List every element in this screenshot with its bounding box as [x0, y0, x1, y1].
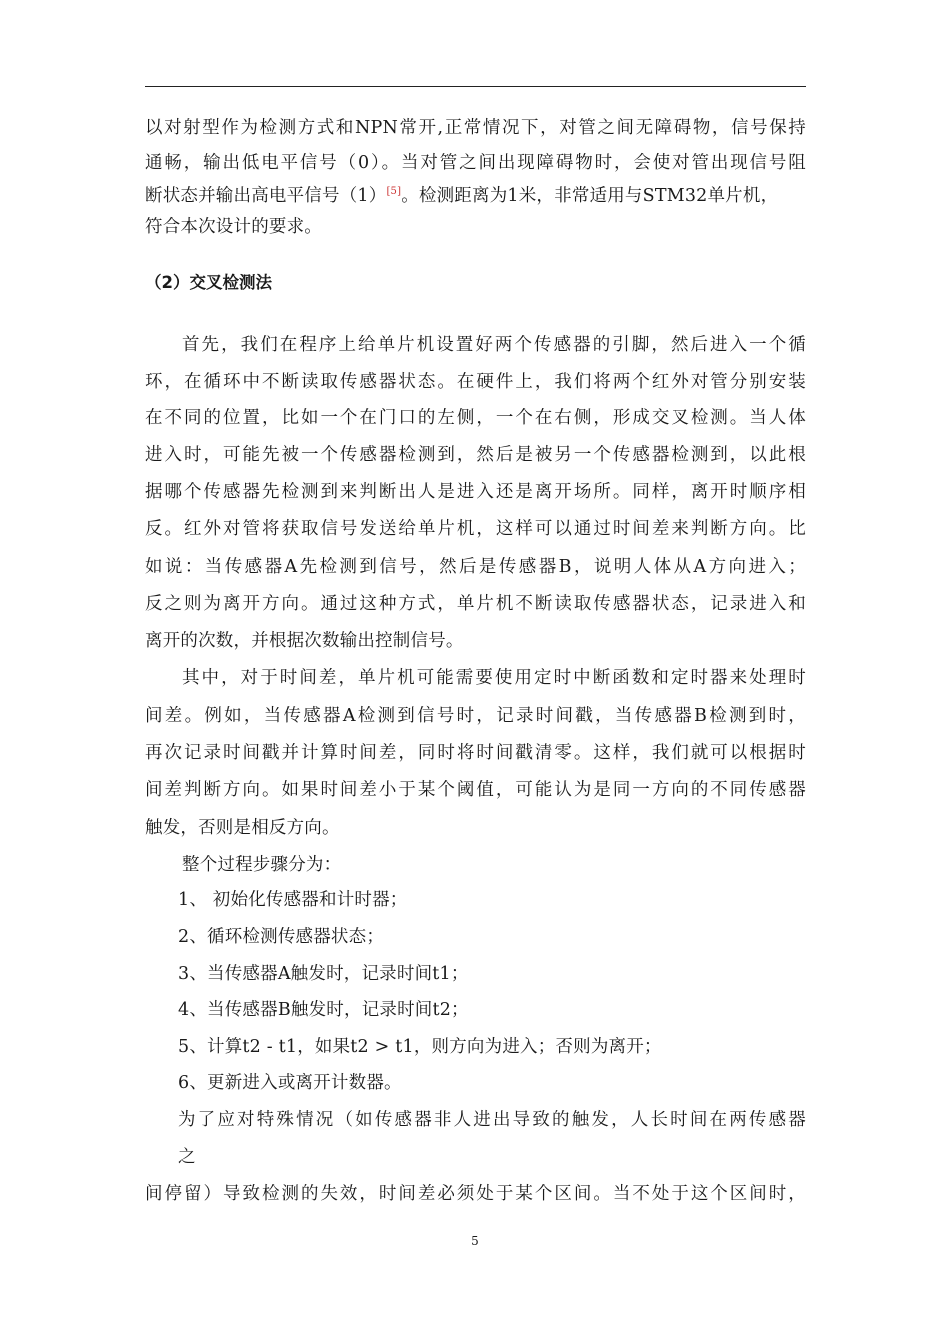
header-rule — [145, 86, 806, 87]
paragraph-line: 如说：当传感器A先检测到信号，然后是传感器B，说明人体从A方向进入； — [145, 557, 806, 577]
paragraph-line: 间差。例如，当传感器A检测到信号时，记录时间戳，当传感器B检测到时， — [145, 706, 806, 726]
paragraph-line: 其中，对于时间差，单片机可能需要使用定时中断函数和定时器来处理时 — [182, 668, 806, 688]
list-item: 3、当传感器A触发时，记录时间t1； — [178, 964, 469, 984]
paragraph-line: 间差判断方向。如果时间差小于某个阈值，可能认为是同一方向的不同传感器 — [145, 780, 806, 800]
paragraph-line: 之 — [178, 1147, 196, 1167]
page-number: 5 — [471, 1234, 479, 1248]
list-item: 2、循环检测传感器状态； — [178, 927, 385, 947]
paragraph-line: 反之则为离开方向。通过这种方式，单片机不断读取传感器状态，记录进入和 — [145, 594, 806, 614]
paragraph-line: 据哪个传感器先检测到来判断出人是进入还是离开场所。同样，离开时顺序相 — [145, 482, 806, 502]
paragraph-line — [145, 184, 778, 208]
list-item: 5、计算t2 - t1，如果t2 > t1，则方向为进入；否则为离开； — [178, 1037, 662, 1057]
list-item: 4、当传感器B触发时，记录时间t2； — [178, 1000, 469, 1020]
paragraph-line: 进入时，可能先被一个传感器检测到，然后是被另一个传感器检测到，以此根 — [145, 445, 806, 465]
text-segment: 断状态并输出高电平信号（1） — [145, 186, 387, 206]
paragraph-line: 再次记录时间戳并计算时间差，同时将时间戳清零。这样，我们就可以根据时 — [145, 743, 806, 763]
steps-intro: 整个过程步骤分为： — [182, 855, 342, 875]
paragraph-line: 反。红外对管将获取信号发送给单片机，这样可以通过时间差来判断方向。比 — [145, 519, 806, 539]
citation[interactable]: [5] — [386, 186, 402, 197]
paragraph-line: 间停留）导致检测的失效，时间差必须处于某个区间。当不处于这个区间时， — [145, 1184, 806, 1204]
paragraph-line: 以对射型作为检测方式和NPN常开,正常情况下，对管之间无障碍物，信号保持 — [145, 118, 806, 138]
paragraph-line: 为了应对特殊情况（如传感器非人进出导致的触发，人长时间在两传感器 — [178, 1110, 806, 1130]
section-heading: （2）交叉检测法 — [145, 273, 272, 292]
paragraph-line: 符合本次设计的要求。 — [145, 217, 322, 237]
paragraph-line: 首先，我们在程序上给单片机设置好两个传感器的引脚，然后进入一个循 — [182, 335, 806, 355]
paragraph-line: 通畅，输出低电平信号（0）。当对管之间出现障碍物时，会使对管出现信号阻 — [145, 153, 806, 173]
paragraph-line: 离开的次数，并根据次数输出控制信号。 — [145, 631, 464, 651]
paragraph-line: 环，在循环中不断读取传感器状态。在硬件上，我们将两个红外对管分别安装 — [145, 372, 806, 392]
list-item: 1、 初始化传感器和计时器； — [178, 890, 408, 910]
text-segment: 。检测距离为1米，非常适用与STM32单片机， — [401, 186, 779, 206]
paragraph-line: 触发，否则是相反方向。 — [145, 818, 340, 838]
paragraph-line: 在不同的位置，比如一个在门口的左侧，一个在右侧，形成交叉检测。当人体 — [145, 408, 806, 428]
list-item: 6、更新进入或离开计数器。 — [178, 1073, 402, 1093]
